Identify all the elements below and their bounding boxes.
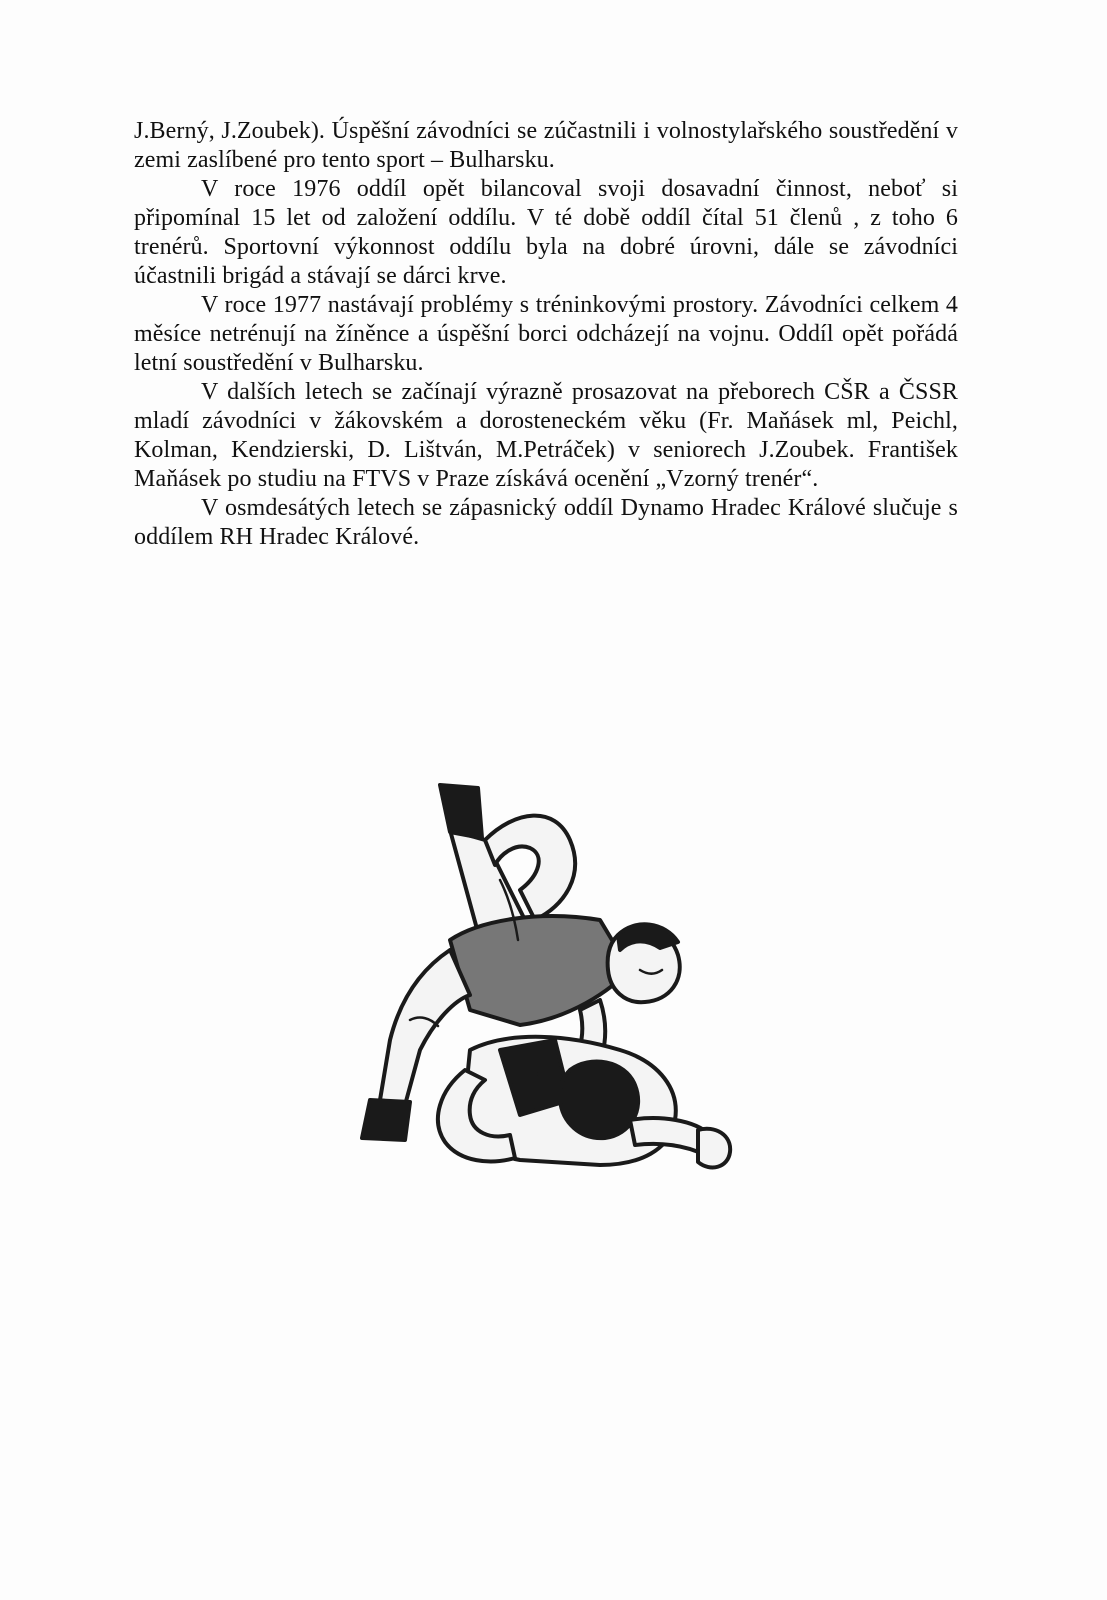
bottom-head [560, 1062, 638, 1139]
paragraph: V dalších letech se začínají výrazně prosazovat na přeborech CŠR a ČSSR mladí závodníci v žákovském a dorosteneckém věku (Fr. Maňásek ml, Peichl, Kolman, Kendzierski, D. Lištván, M.Petráček) v seniorech J.Zoubek. František Maňásek po studiu na FTVS v Praze získává ocenění „Vzorný trenér“. [134, 379, 958, 492]
bottom-fist [698, 1129, 730, 1168]
raised-shoe [440, 785, 482, 838]
paragraph: V osmdesátých letech se zápasnický oddíl Dynamo Hradec Králové slučuje s oddílem RH Hradec Králové. [134, 495, 958, 550]
supporting-shoe [362, 1100, 410, 1140]
wrestlers-drawing [300, 770, 750, 1190]
paragraph: V roce 1976 oddíl opět bilancoval svoji dosavadní činnost, neboť si připomínal 15 let od založení oddílu. V té době oddíl čítal 51 členů , z toho 6 trenérů. Sportovní výkonnost oddílu byla na dobré úrovni, dále se závodníci účastnili brigád a stávají se dárci krve. [134, 176, 958, 289]
body-text [134, 117, 958, 552]
paragraph: J.Berný, J.Zoubek). Úspěšní závodníci se zúčastnili i volnostylařského soustředění v zemi zaslíbené pro tento sport – Bulharsku. [134, 118, 958, 173]
wrestlers-illustration [300, 770, 750, 1190]
paragraph: V roce 1977 nastávají problémy s tréninkovými prostory. Závodníci celkem 4 měsíce netrénují na žíněnce a úspěšní borci odcházejí na vojnu. Oddíl opět pořádá letní soustředění v Bulharsku. [134, 292, 958, 376]
